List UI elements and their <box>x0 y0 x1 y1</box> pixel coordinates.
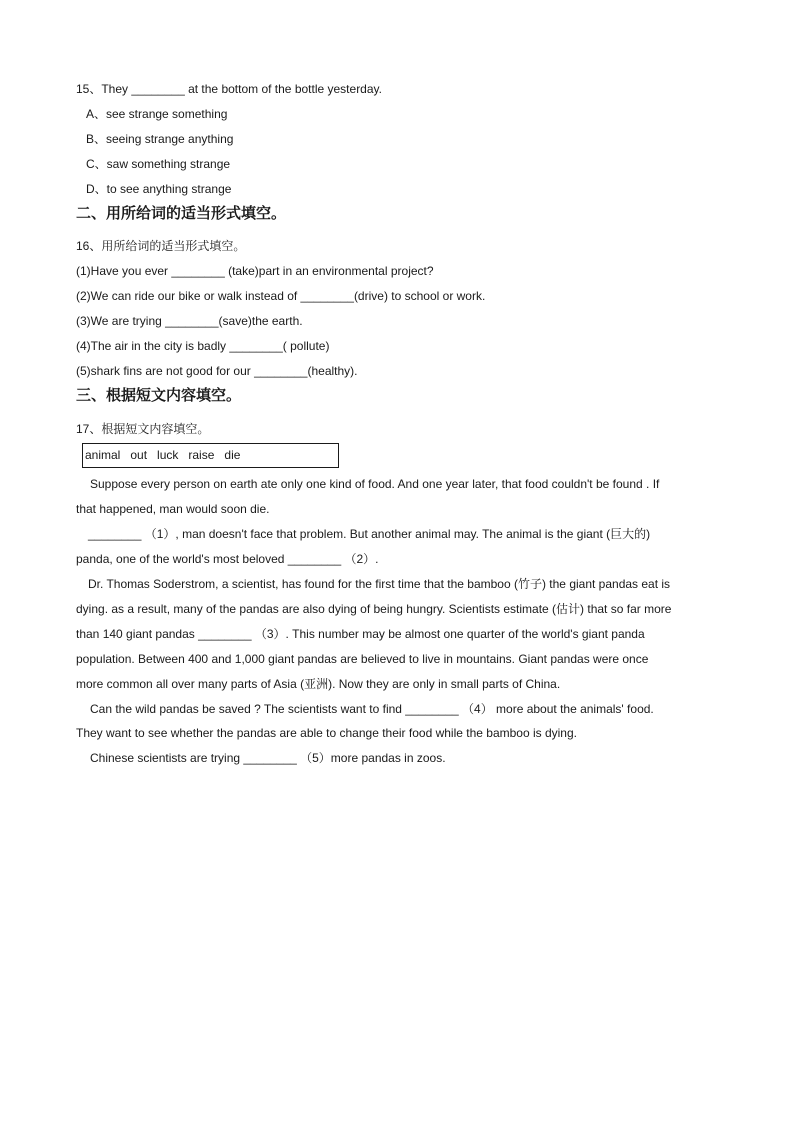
passage-line: than 140 giant pandas ________ （3）. This number may be almost one quarter of the world's giant panda <box>76 627 645 641</box>
word-bank-box: animal out luck raise die <box>82 443 339 468</box>
question-15-option-d: D、to see anything strange <box>86 182 232 196</box>
section-3-heading: 三、根据短文内容填空。 <box>76 386 242 404</box>
passage-line: that happened, man would soon die. <box>76 502 270 516</box>
question-15-option-b: B、seeing strange anything <box>86 132 234 146</box>
passage-line: Can the wild pandas be saved ? The scientists want to find ________ （4） more about the animals' food. <box>90 702 654 716</box>
passage-line: ________ （1）, man doesn't face that problem. But another animal may. The animal is the giant (巨大的) <box>88 527 651 541</box>
passage-line: Dr. Thomas Soderstrom, a scientist, has found for the first time that the bamboo (竹子) the giant pandas eat is <box>88 577 671 591</box>
passage-line: population. Between 400 and 1,000 giant pandas are believed to live in mountains. Giant pandas were once <box>76 652 649 666</box>
passage-line: panda, one of the world's most beloved ________ （2）. <box>76 552 379 566</box>
question-16-item-3: (3)We are trying ________(save)the earth. <box>76 314 303 328</box>
question-16-item-2: (2)We can ride our bike or walk instead of ________(drive) to school or work. <box>76 289 486 303</box>
passage-line: dying. as a result, many of the pandas are also dying of being hungry. Scientists estimate (估计) that so far more <box>76 602 672 616</box>
passage-line: more common all over many parts of Asia (亚洲). Now they are only in small parts of China. <box>76 677 561 691</box>
question-16-item-1: (1)Have you ever ________ (take)part in an environmental project? <box>76 264 434 278</box>
question-16-item-4: (4)The air in the city is badly ________( pollute) <box>76 339 330 353</box>
section-2-heading: 二、用所给词的适当形式填空。 <box>76 204 287 222</box>
question-16-item-5: (5)shark fins are not good for our ________(healthy). <box>76 364 358 378</box>
question-17-title: 17、根据短文内容填空。 <box>76 422 210 436</box>
question-15-stem: 15、They ________ at the bottom of the bottle yesterday. <box>76 82 382 96</box>
question-15-option-a: A、see strange something <box>86 107 228 121</box>
passage-line: They want to see whether the pandas are able to change their food while the bamboo is dying. <box>76 726 577 740</box>
passage-line: Chinese scientists are trying ________ （5）more pandas in zoos. <box>90 751 446 765</box>
question-15-option-c: C、saw something strange <box>86 157 231 171</box>
question-16-title: 16、用所给词的适当形式填空。 <box>76 239 246 253</box>
passage-line: Suppose every person on earth ate only one kind of food. And one year later, that food couldn't be found . If <box>90 477 660 491</box>
